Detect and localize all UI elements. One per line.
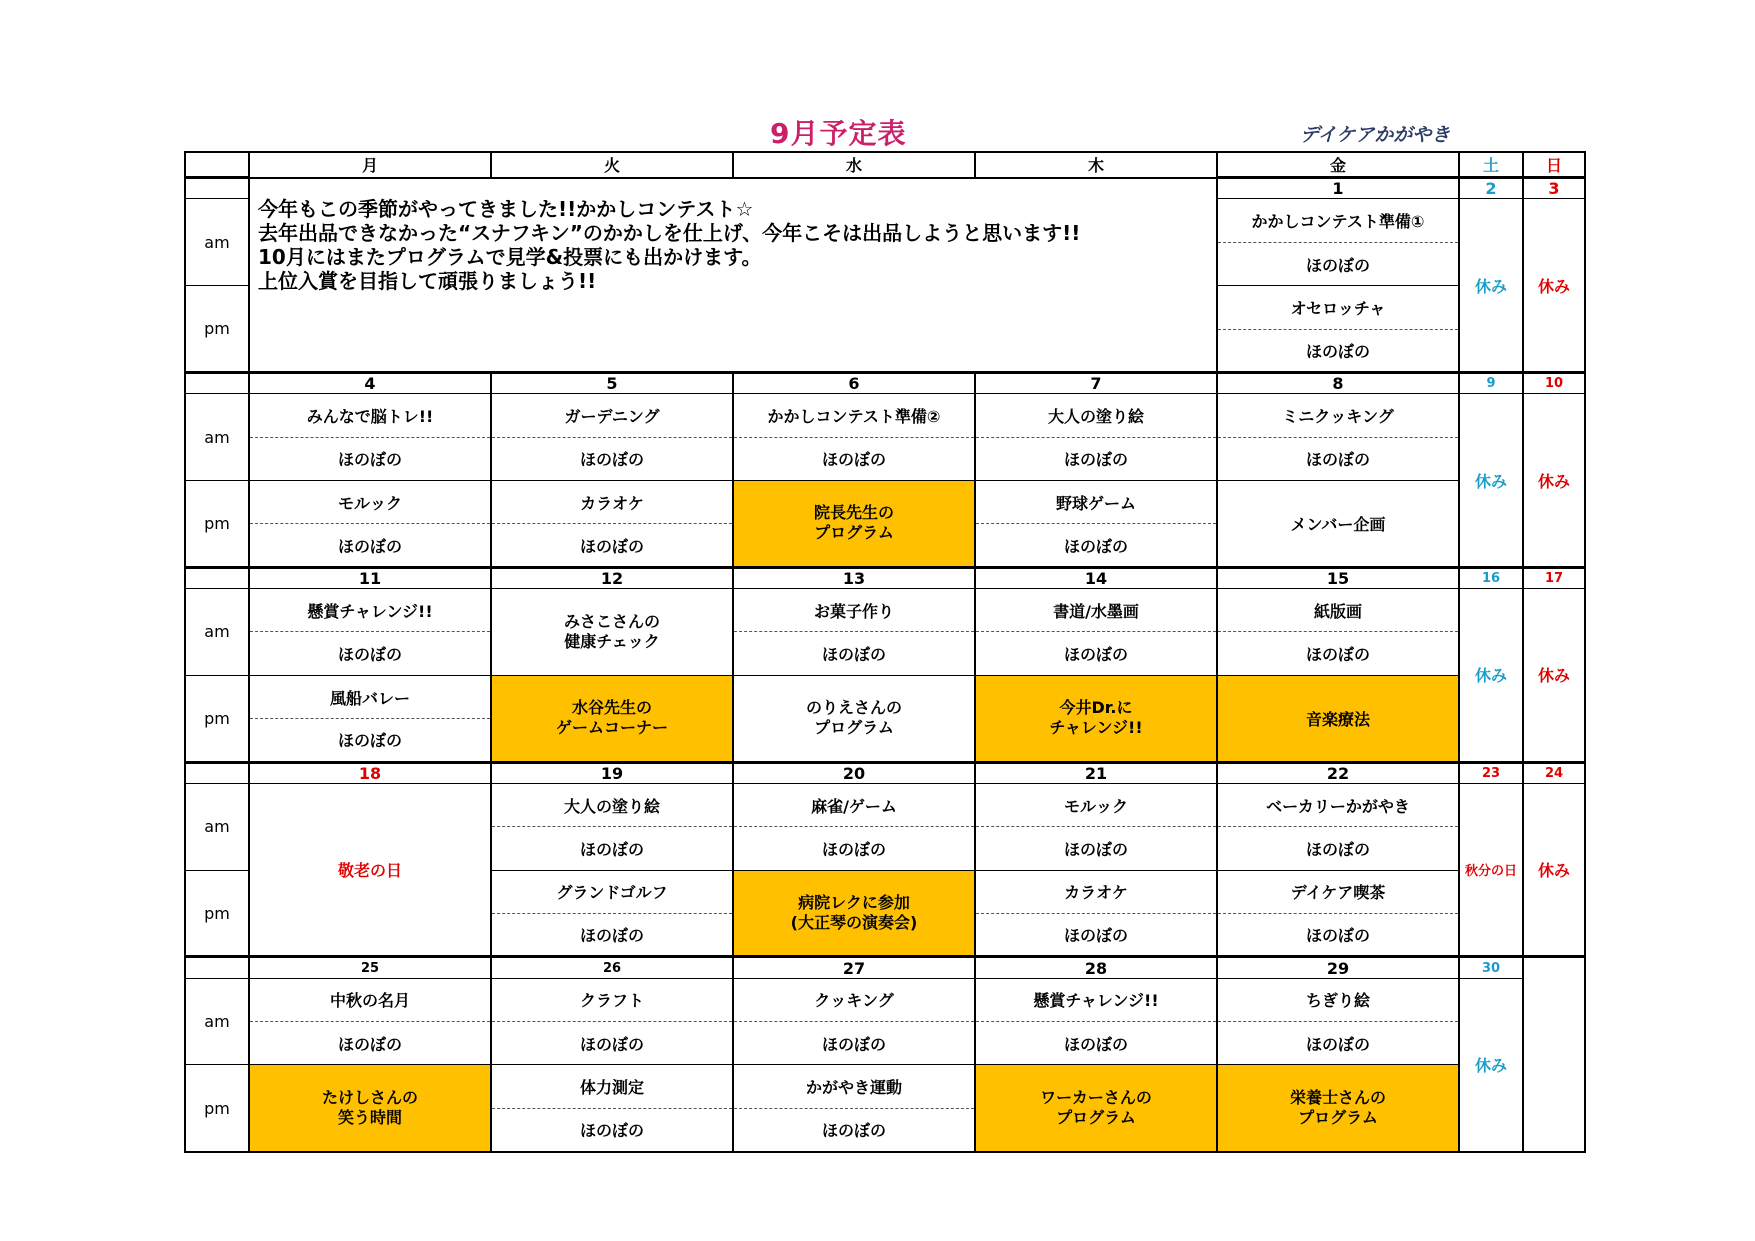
- date-label-cell: [185, 762, 249, 783]
- sun-status: 休み: [1523, 199, 1585, 373]
- tue-am-activity: クラフト: [491, 978, 733, 1021]
- wed-pm-activity: かがやき運動: [733, 1065, 975, 1108]
- page-title: 9月予定表: [770, 117, 907, 150]
- date-fri: 8: [1217, 373, 1459, 394]
- weekday-tue: 火: [491, 152, 733, 178]
- date-thu: 7: [975, 373, 1217, 394]
- date-sun: 17: [1523, 567, 1585, 588]
- wed-am-activity: お菓子作り: [733, 589, 975, 632]
- fri-am-activity-2: ほのぼの: [1217, 242, 1459, 285]
- sat-status: 休み: [1459, 394, 1523, 568]
- fri-am-activity-2: ほのぼの: [1217, 437, 1459, 480]
- wed-pm-line-1: 院長先生の: [813, 503, 894, 523]
- thu-am-activity-2: ほのぼの: [975, 632, 1217, 675]
- date-thu: 21: [975, 762, 1217, 783]
- notice-line-4: 上位入賞を目指して頑張りましょう!!: [258, 268, 597, 293]
- tue-pm-line-2: ゲームコーナー: [555, 718, 668, 738]
- thu-am-activity: モルック: [975, 783, 1217, 826]
- fri-pm-activity: オセロッチャ: [1217, 286, 1459, 329]
- wed-pm-line-1: のりえさんの: [805, 698, 902, 718]
- fri-pm-activity-2: ほのぼの: [1217, 914, 1459, 957]
- wed-pm-activity-2: ほのぼの: [733, 1108, 975, 1152]
- fri-pm-line-1: 栄養士さんの: [1289, 1088, 1386, 1108]
- thu-pm-line-2: プログラム: [1056, 1108, 1136, 1128]
- date-mon: 4: [249, 373, 491, 394]
- thu-pm-activity-2: ほのぼの: [975, 914, 1217, 957]
- fri-pm-activity: メンバー企画: [1217, 481, 1459, 568]
- date-mon: 25: [249, 957, 491, 978]
- date-wed: 13: [733, 567, 975, 588]
- thu-pm-special: [975, 675, 1217, 762]
- date-sat: 2: [1459, 178, 1523, 199]
- date-label-cell: [185, 957, 249, 978]
- date-wed: 27: [733, 957, 975, 978]
- pm-label: pm: [185, 481, 249, 568]
- wed-am-activity-2: ほのぼの: [733, 1022, 975, 1065]
- fri-am-activity-2: ほのぼの: [1217, 632, 1459, 675]
- mon-am-activity: 中秋の名月: [249, 978, 491, 1021]
- date-fri: 15: [1217, 567, 1459, 588]
- thu-pm-line-1: ワーカーさんの: [1040, 1088, 1152, 1108]
- notice-line-1: 今年もこの季節がやってきました!!かかしコンテスト☆: [258, 196, 754, 221]
- sat-holiday: 秋分の日: [1459, 783, 1523, 957]
- weekday-header-row: [185, 152, 1585, 178]
- thu-pm-activity: 野球ゲーム: [975, 481, 1217, 524]
- mon-am-activity-2: ほのぼの: [249, 632, 491, 675]
- thu-am-activity-2: ほのぼの: [975, 437, 1217, 480]
- wed-pm-special: [733, 481, 975, 568]
- weekday-sat: 土: [1459, 152, 1523, 178]
- wed-am-activity: 麻雀/ゲーム: [733, 783, 975, 826]
- tue-pm-activity: グランドゴルフ: [491, 870, 733, 913]
- mon-pm-special: [249, 1065, 491, 1152]
- date-label-cell: [185, 567, 249, 588]
- date-fri: 22: [1217, 762, 1459, 783]
- notice-box: [249, 178, 1217, 373]
- week2-date-row: [185, 373, 1585, 394]
- am-label: am: [185, 199, 249, 286]
- date-sat: 23: [1459, 762, 1523, 783]
- date-sat: 9: [1459, 373, 1523, 394]
- sun-status: 休み: [1523, 783, 1585, 957]
- tue-am-activity-2: ほのぼの: [491, 827, 733, 870]
- weekday-sun: 日: [1523, 152, 1585, 178]
- date-mon: 18: [249, 762, 491, 783]
- am-label: am: [185, 978, 249, 1065]
- pm-label: pm: [185, 675, 249, 762]
- schedule-table: [184, 151, 1586, 1153]
- date-mon: 11: [249, 567, 491, 588]
- tue-am-activity: [491, 589, 733, 676]
- fri-pm-special: [1217, 1065, 1459, 1152]
- wed-am-activity-2: ほのぼの: [733, 437, 975, 480]
- mon-pm-activity: 風船バレー: [249, 675, 491, 718]
- wed-am-activity: かかしコンテスト準備②: [733, 394, 975, 437]
- date-wed: 20: [733, 762, 975, 783]
- am-label: am: [185, 589, 249, 676]
- date-sun: 10: [1523, 373, 1585, 394]
- date-tue: 19: [491, 762, 733, 783]
- thu-am-activity: 大人の塗り絵: [975, 394, 1217, 437]
- tue-pm-special: [491, 675, 733, 762]
- sat-status: 休み: [1459, 978, 1523, 1152]
- week5-date-row: [185, 957, 1585, 978]
- tue-am-activity-2: ほのぼの: [491, 1022, 733, 1065]
- header-blank: [185, 152, 249, 178]
- date-wed: 6: [733, 373, 975, 394]
- sat-status: 休み: [1459, 589, 1523, 763]
- mon-am-activity: みんなで脳トレ!!: [249, 394, 491, 437]
- date-tue: 26: [491, 957, 733, 978]
- date-label-cell: [185, 373, 249, 394]
- tue-pm-activity-2: ほのぼの: [491, 1108, 733, 1152]
- thu-pm-line-2: チャレンジ!!: [1049, 718, 1143, 738]
- wed-pm-line-2: プログラム: [814, 718, 894, 738]
- wed-pm-special: [733, 870, 975, 957]
- weekday-fri: 金: [1217, 152, 1459, 178]
- sat-status: 休み: [1459, 199, 1523, 373]
- sun-status: 休み: [1523, 589, 1585, 763]
- mon-pm-line-1: たけしさんの: [321, 1088, 418, 1108]
- fri-am-activity-2: ほのぼの: [1217, 827, 1459, 870]
- fri-pm-special: 音楽療法: [1217, 675, 1459, 762]
- tue-pm-line-1: 水谷先生の: [571, 698, 652, 718]
- date-sat: 16: [1459, 567, 1523, 588]
- tue-am-activity: 大人の塗り絵: [491, 783, 733, 826]
- date-sat: 30: [1459, 957, 1523, 978]
- fri-pm-activity: デイケア喫茶: [1217, 870, 1459, 913]
- notice-line-3: 10月にはまたプログラムで見学&投票にも出かけます。: [258, 244, 762, 269]
- mon-pm-line-2: 笑う時間: [337, 1108, 402, 1128]
- wed-pm-line-2: (大正琴の演奏会): [790, 913, 918, 933]
- thu-am-activity-2: ほのぼの: [975, 1022, 1217, 1065]
- date-sun: 3: [1523, 178, 1585, 199]
- weekday-mon: 月: [249, 152, 491, 178]
- tue-am-line-1: みさこさんの: [563, 611, 660, 631]
- am-label: am: [185, 394, 249, 481]
- fri-am-activity: ベーカリーかがやき: [1217, 783, 1459, 826]
- wed-am-activity-2: ほのぼの: [733, 827, 975, 870]
- date-fri: 29: [1217, 957, 1459, 978]
- fri-am-activity: ちぎり絵: [1217, 978, 1459, 1021]
- fri-pm-line-2: プログラム: [1298, 1108, 1378, 1128]
- week4-date-row: [185, 762, 1585, 783]
- date-tue: 12: [491, 567, 733, 588]
- date-label-cell: [185, 178, 249, 199]
- pm-label: pm: [185, 286, 249, 373]
- tue-pm-activity-2: ほのぼの: [491, 914, 733, 957]
- thu-am-activity-2: ほのぼの: [975, 827, 1217, 870]
- wed-am-activity-2: ほのぼの: [733, 632, 975, 675]
- thu-pm-special: [975, 1065, 1217, 1152]
- mon-am-activity: 懸賞チャレンジ!!: [249, 589, 491, 632]
- mon-pm-activity-2: ほのぼの: [249, 719, 491, 762]
- tue-am-activity-2: ほのぼの: [491, 437, 733, 480]
- thu-am-activity: 書道/水墨画: [975, 589, 1217, 632]
- tue-pm-activity: 体力測定: [491, 1065, 733, 1108]
- thu-pm-activity-2: ほのぼの: [975, 524, 1217, 567]
- am-label: am: [185, 783, 249, 870]
- pm-label: pm: [185, 870, 249, 957]
- weekday-thu: 木: [975, 152, 1217, 178]
- tue-pm-activity-2: ほのぼの: [491, 524, 733, 567]
- date-thu: 14: [975, 567, 1217, 588]
- fri-am-activity: 紙版画: [1217, 589, 1459, 632]
- tue-pm-activity: カラオケ: [491, 481, 733, 524]
- weekday-wed: 水: [733, 152, 975, 178]
- thu-pm-line-1: 今井Dr.に: [1059, 698, 1133, 718]
- notice-line-2: 去年出品できなかった“スナフキン”のかかしを仕上げ、今年こそは出品しようと思います!!: [258, 220, 1081, 245]
- tue-am-line-2: 健康チェック: [564, 631, 660, 651]
- thu-pm-activity: カラオケ: [975, 870, 1217, 913]
- mon-am-activity-2: ほのぼの: [249, 1022, 491, 1065]
- wed-pm-line-1: 病院レクに参加: [798, 893, 910, 913]
- fri-am-activity-2: ほのぼの: [1217, 1022, 1459, 1065]
- pm-label: pm: [185, 1065, 249, 1152]
- fri-am-activity: かかしコンテスト準備①: [1217, 199, 1459, 242]
- fri-pm-activity-2: ほのぼの: [1217, 329, 1459, 372]
- mon-pm-activity: モルック: [249, 481, 491, 524]
- week3-date-row: [185, 567, 1585, 588]
- mon-holiday: 敬老の日: [249, 783, 491, 957]
- sun-status: 休み: [1523, 394, 1585, 568]
- fri-am-activity: ミニクッキング: [1217, 394, 1459, 437]
- date-sun: 24: [1523, 762, 1585, 783]
- mon-pm-activity-2: ほのぼの: [249, 524, 491, 567]
- date-thu: 28: [975, 957, 1217, 978]
- week1-date-row: [185, 178, 1585, 199]
- date-tue: 5: [491, 373, 733, 394]
- wed-pm-activity: [733, 675, 975, 762]
- mon-am-activity-2: ほのぼの: [249, 437, 491, 480]
- empty-sun-cell: [1523, 957, 1585, 1152]
- tue-am-activity: ガーデニング: [491, 394, 733, 437]
- wed-am-activity: クッキング: [733, 978, 975, 1021]
- thu-am-activity: 懸賞チャレンジ!!: [975, 978, 1217, 1021]
- date-fri: 1: [1217, 178, 1459, 199]
- wed-pm-line-2: プログラム: [814, 523, 894, 543]
- organization-name: デイケアかがやき: [1300, 124, 1451, 146]
